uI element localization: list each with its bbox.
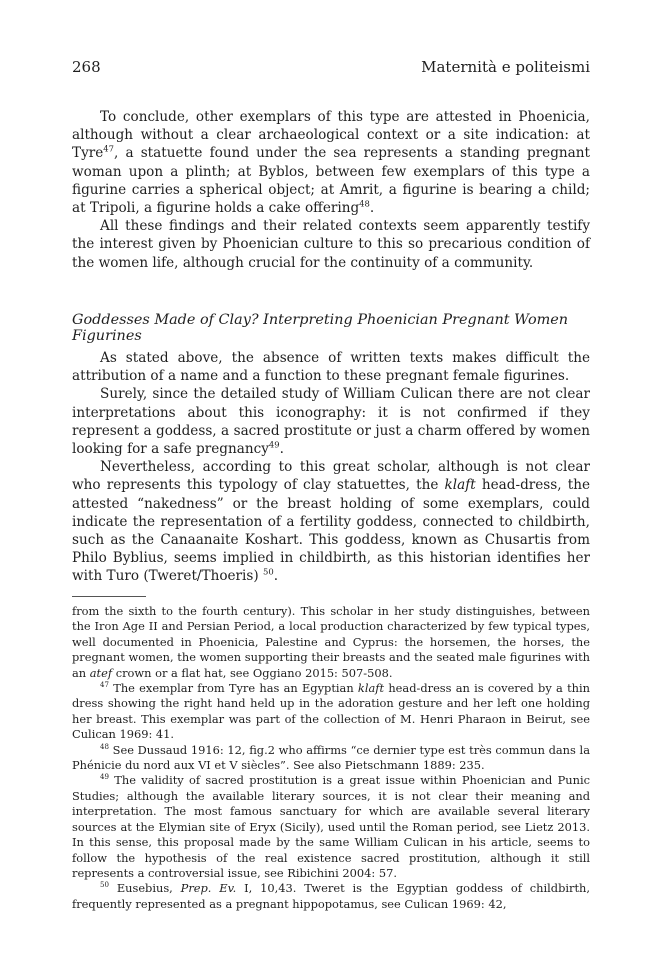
footnote-50: $^{50}$ Eusebius, Prep. Ev. I, 10,43. Tweret is the Egyptian goddess of childbirth, frequently represented as a pregnant hippopotamus, see Culican 1969: 42, [72,880,591,911]
paragraph: As stated above, the absence of written texts makes difficult the attribution of a name and a function to these pregnant female figurines. [72,350,590,385]
footnote-48: $^{48}$ See Dussaud 1916: 12, fig.2 who affirms “ce dernier type est très commun dans la Phénicie du nord aux VI et V siècles”. See also Pietschmann 1889: 235. [72,741,590,773]
footnotes [72,604,590,912]
footnote-continued: from the sixth to the fourth century). This scholar in her study distinguishes, between the Iron Age II and Persian Period, a local production characterized by few typical types, well documented in Phoenicia, Palestine and Cyprus: the horsemen, the horses, the pregnant women, the women supporting their breasts and the seated male figurines with an atef crown or a flat hat, see Oggiano 2015: 507-508. [72,604,590,680]
paragraph: All these findings and their related contexts seem apparently testify the interest given by Phoenician culture to this so precarious condition of the women life, although crucial for the continuity of a community. [72,218,590,271]
footnote-ref[interactable]: 48 [359,198,370,209]
section-goddesses [72,349,590,586]
footnote-ref[interactable]: 49 [268,439,280,450]
paragraph: To conclude, other exemplars of this type are attested in Phoenicia, although without a clear archaeological context or a site indication: at Tyre$^{47}$, a statuette found under the sea represents a standing pregnant woman upon a plinth; at Byblos, between few exemplars of this type a figurine carries a spherical object; at Amrit, a figurine is bearing a child; at Tripoli, a figurine holds a cake offering$^{48}$. [72,109,590,217]
footnote-47: $^{47}$ The exemplar from Tyre has an Egyptian klaft head-dress an is covered by a thin dress showing the right hand held up in the adoration gesture and her left one holding her breast. This exemplar was part of the collection of M. Henri Pharaon in Beirut, see Culican 1969: 41. [72,680,590,742]
footnote-ref[interactable]: 50 [263,566,274,577]
paragraph: Surely, since the detailed study of William Culican there are not clear interpretations about this iconography: it is not confirmed if they represent a goddess, a sacred prostitute or just a charm offered by women looking for a safe pregnancy$^{49}$. [72,386,590,458]
running-title: Maternità e politeismi [421,58,590,76]
footnote-ref[interactable]: 47 [103,143,115,154]
section-heading: Goddesses Made of Clay? Interpreting Phoenician Pregnant Women Figurines [72,312,569,344]
section-conclusion [72,108,590,272]
paragraph: Nevertheless, according to this great scholar, although is not clear who represents this typology of clay statuettes, the klaft head-dress, the attested “nakedness” or the breast holding of some exemplars, could indicate the representation of a fertility goddess, connected to childbirth, such as the Canaanaite Koshart. This goddess, known as Chusartis from Philo Byblius, seems implied in childbirth, as this historian identifies her with Turo (Tweret/Thoeris) $^{50}$. [72,459,590,585]
footnote-divider [72,596,146,597]
page-number: 268 [72,58,101,76]
footnote-49: $^{49}$ The validity of sacred prostitution is a great issue within Phoenician and Punic Studies; although the available literary sources, it is not clear their meaning and interpretation. The most famous sanctuary for which are available several literary sources at the Elymian site of Eryx (Sicily), used until the Roman period, see Lietz 2013. In this sense, this proposal made by the same William Culican in his article, seems to follow the hypothesis of the real existence sacred prostitution, although it still represents a controversial issue, see Ribichini 2004: 57. [72,772,590,880]
